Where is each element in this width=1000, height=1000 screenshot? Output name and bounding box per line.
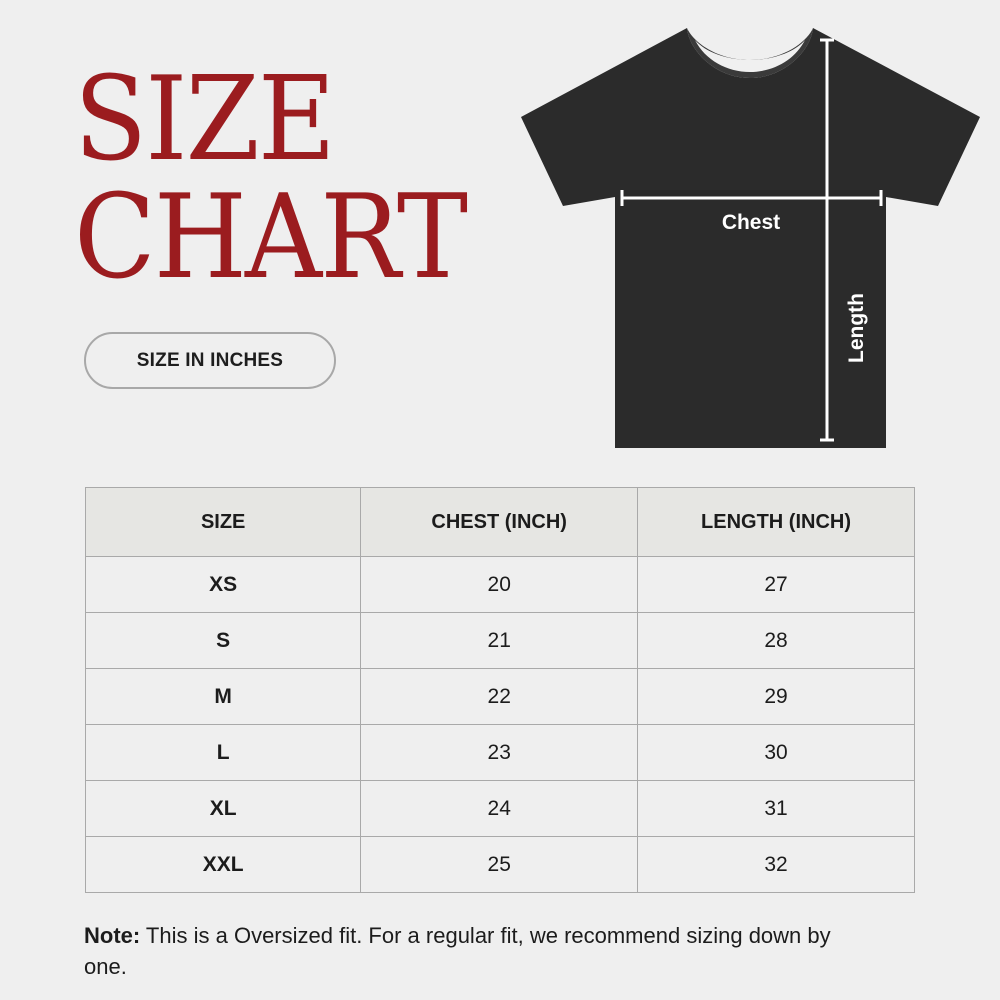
header-size: SIZE (86, 488, 361, 557)
title-line-2: CHART (74, 170, 467, 305)
length-cell: 32 (638, 837, 915, 893)
table-row (86, 837, 915, 893)
table-row (86, 613, 915, 669)
chest-cell: 24 (361, 781, 638, 837)
size-unit-badge: SIZE IN INCHES (84, 332, 336, 389)
chest-cell: 23 (361, 725, 638, 781)
table-row (86, 557, 915, 613)
chest-label: Chest (721, 211, 781, 234)
note-label: Note: (84, 923, 141, 948)
size-cell: XS (86, 557, 361, 613)
length-cell: 28 (638, 613, 915, 669)
chest-cell: 22 (361, 669, 638, 725)
length-cell: 31 (638, 781, 915, 837)
title-line-1: SIZE (74, 52, 334, 187)
size-cell: XL (86, 781, 361, 837)
tshirt-measurement-diagram (515, 20, 985, 450)
tshirt-shape (521, 28, 980, 448)
chest-cell: 21 (361, 613, 638, 669)
header-length: LENGTH (INCH) (638, 488, 915, 557)
table-header-row (86, 488, 915, 557)
header-chest: CHEST (INCH) (361, 488, 638, 557)
length-label: Length (845, 293, 868, 363)
size-chart-table (85, 487, 915, 893)
table-row (86, 669, 915, 725)
table-row (86, 781, 915, 837)
note-text: This is a Oversized fit. For a regular fit, we recommend sizing down by one. (84, 923, 831, 979)
size-cell: XXL (86, 837, 361, 893)
size-cell: S (86, 613, 361, 669)
chest-cell: 25 (361, 837, 638, 893)
chest-cell: 20 (361, 557, 638, 613)
table-row (86, 725, 915, 781)
size-cell: M (86, 669, 361, 725)
length-cell: 30 (638, 725, 915, 781)
fit-note (84, 920, 864, 982)
size-cell: L (86, 725, 361, 781)
length-cell: 29 (638, 669, 915, 725)
length-cell: 27 (638, 557, 915, 613)
